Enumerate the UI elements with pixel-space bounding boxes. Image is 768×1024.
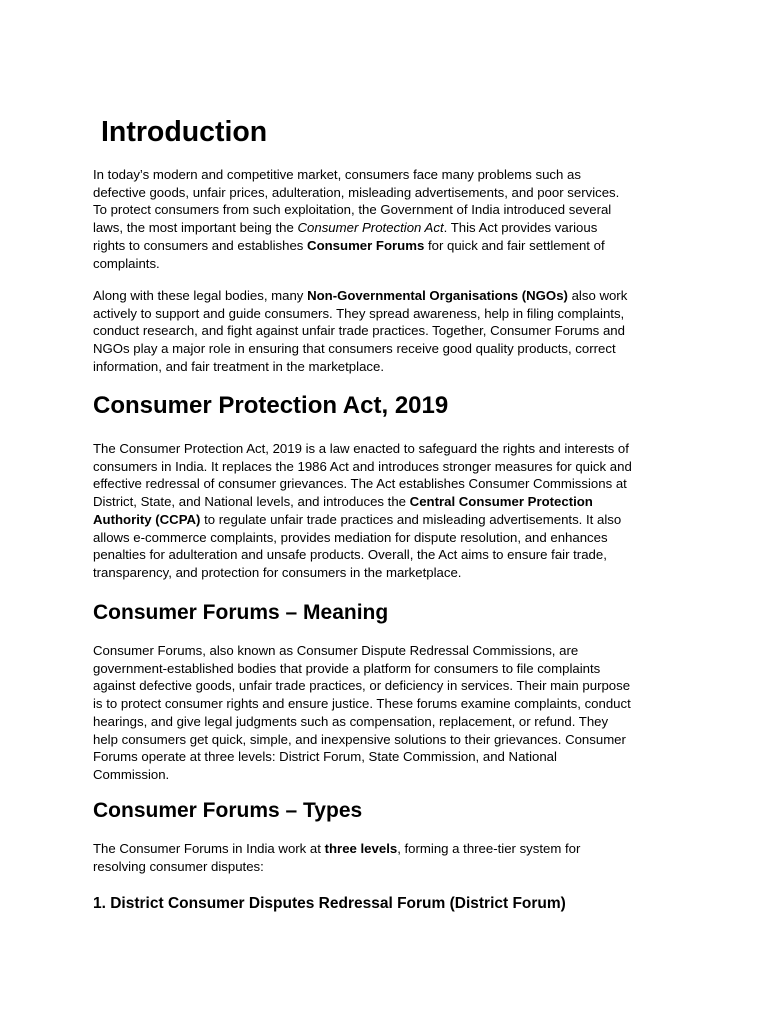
text-line: penalties for adulteration and unsafe products. Overall, the Act aims to ensure fair trade, xyxy=(93,547,607,563)
text-line: To protect consumers from such exploitation, the Government of India introduced several xyxy=(93,202,612,218)
consumer-forums-meaning-heading: Consumer Forums – Meaning xyxy=(93,601,389,624)
consumer-forums-types-paragraph xyxy=(93,840,580,875)
bold-text: Consumer Forums xyxy=(307,237,425,253)
text-line: effective redressal of consumer grievances. The Act establishes Consumer Commissions at xyxy=(93,476,627,492)
consumer-protection-act-paragraph xyxy=(93,440,632,582)
bold-text: Central Consumer Protection xyxy=(409,494,593,510)
text-line: Authority (CCPA) to regulate unfair trade practices and misleading advertisements. It also xyxy=(93,511,622,527)
text-line: District, State, and National levels, and introduces the Central Consumer Protection xyxy=(93,494,593,510)
introduction-paragraph-1 xyxy=(93,166,619,272)
text-line: government-established bodies that provide a platform for consumers to file complaints xyxy=(93,660,601,676)
text-line: complaints. xyxy=(93,255,160,271)
text-line: Forums operate at three levels: District Forum, State Commission, and National xyxy=(93,749,557,765)
text-line: is to protect consumer rights and ensure justice. These forums examine complaints, conduct xyxy=(93,696,631,712)
text-line: Commission. xyxy=(93,766,170,782)
text-line: resolving consumer disputes: xyxy=(93,858,264,874)
introduction-heading: Introduction xyxy=(101,116,268,148)
text-line: transparency, and protection for consumers in the marketplace. xyxy=(93,564,462,580)
text-line: In today’s modern and competitive market, consumers face many problems such as xyxy=(93,167,581,182)
consumer-forums-types-heading: Consumer Forums – Types xyxy=(93,799,363,822)
bold-text: three levels xyxy=(324,841,398,856)
text-line: The Consumer Protection Act, 2019 is a law enacted to safeguard the rights and interests of xyxy=(93,441,629,456)
text-line: information, and fair treatment in the marketplace. xyxy=(93,358,385,374)
text-line: hearings, and give legal judgments such as compensation, replacement, or refund. They xyxy=(93,713,609,729)
bold-text: Authority (CCPA) xyxy=(93,511,201,527)
text-line: laws, the most important being the Consumer Protection Act. This Act provides various xyxy=(93,220,598,236)
text-line: help consumers get quick, simple, and inexpensive solutions to their grievances. Consumer xyxy=(93,731,626,747)
italic-text: Consumer Protection Act xyxy=(297,220,444,236)
text-line: Consumer Forums, also known as Consumer Dispute Redressal Commissions, are xyxy=(93,643,579,658)
text-line: conduct research, and fight against unfair trade practices. Together, Consumer Forums and xyxy=(93,323,625,339)
consumer-forums-meaning-paragraph xyxy=(93,642,631,784)
consumer-protection-act-heading: Consumer Protection Act, 2019 xyxy=(93,392,449,419)
text-line: NGOs play a major role in ensuring that consumers receive good quality products, correct xyxy=(93,341,616,357)
text-line: defective goods, unfair prices, adulteration, misleading advertisements, and poor services. xyxy=(93,184,620,200)
text-line: Along with these legal bodies, many Non-Governmental Organisations (NGOs) also work xyxy=(93,288,628,303)
text-line: actively to support and guide consumers. They spread awareness, help in filing complaints, xyxy=(93,305,625,321)
text-line: consumers in India. It replaces the 1986 Act and introduces stronger measures for quick and xyxy=(93,458,632,474)
text-line: The Consumer Forums in India work at three levels, forming a three-tier system for xyxy=(93,841,581,856)
introduction-paragraph-2 xyxy=(93,287,627,376)
text-line: allows e-commerce complaints, provides mediation for dispute resolution, and enhances xyxy=(93,529,608,545)
text-line: against defective goods, unfair trade practices, or deficiency in services. Their main purpose xyxy=(93,678,631,694)
text-line: rights to consumers and establishes Consumer Forums for quick and fair settlement of xyxy=(93,237,605,253)
bold-text: Non-Governmental Organisations (NGOs) xyxy=(307,288,568,303)
district-forum-subheading: 1. District Consumer Disputes Redressal Forum (District Forum) xyxy=(93,895,566,912)
